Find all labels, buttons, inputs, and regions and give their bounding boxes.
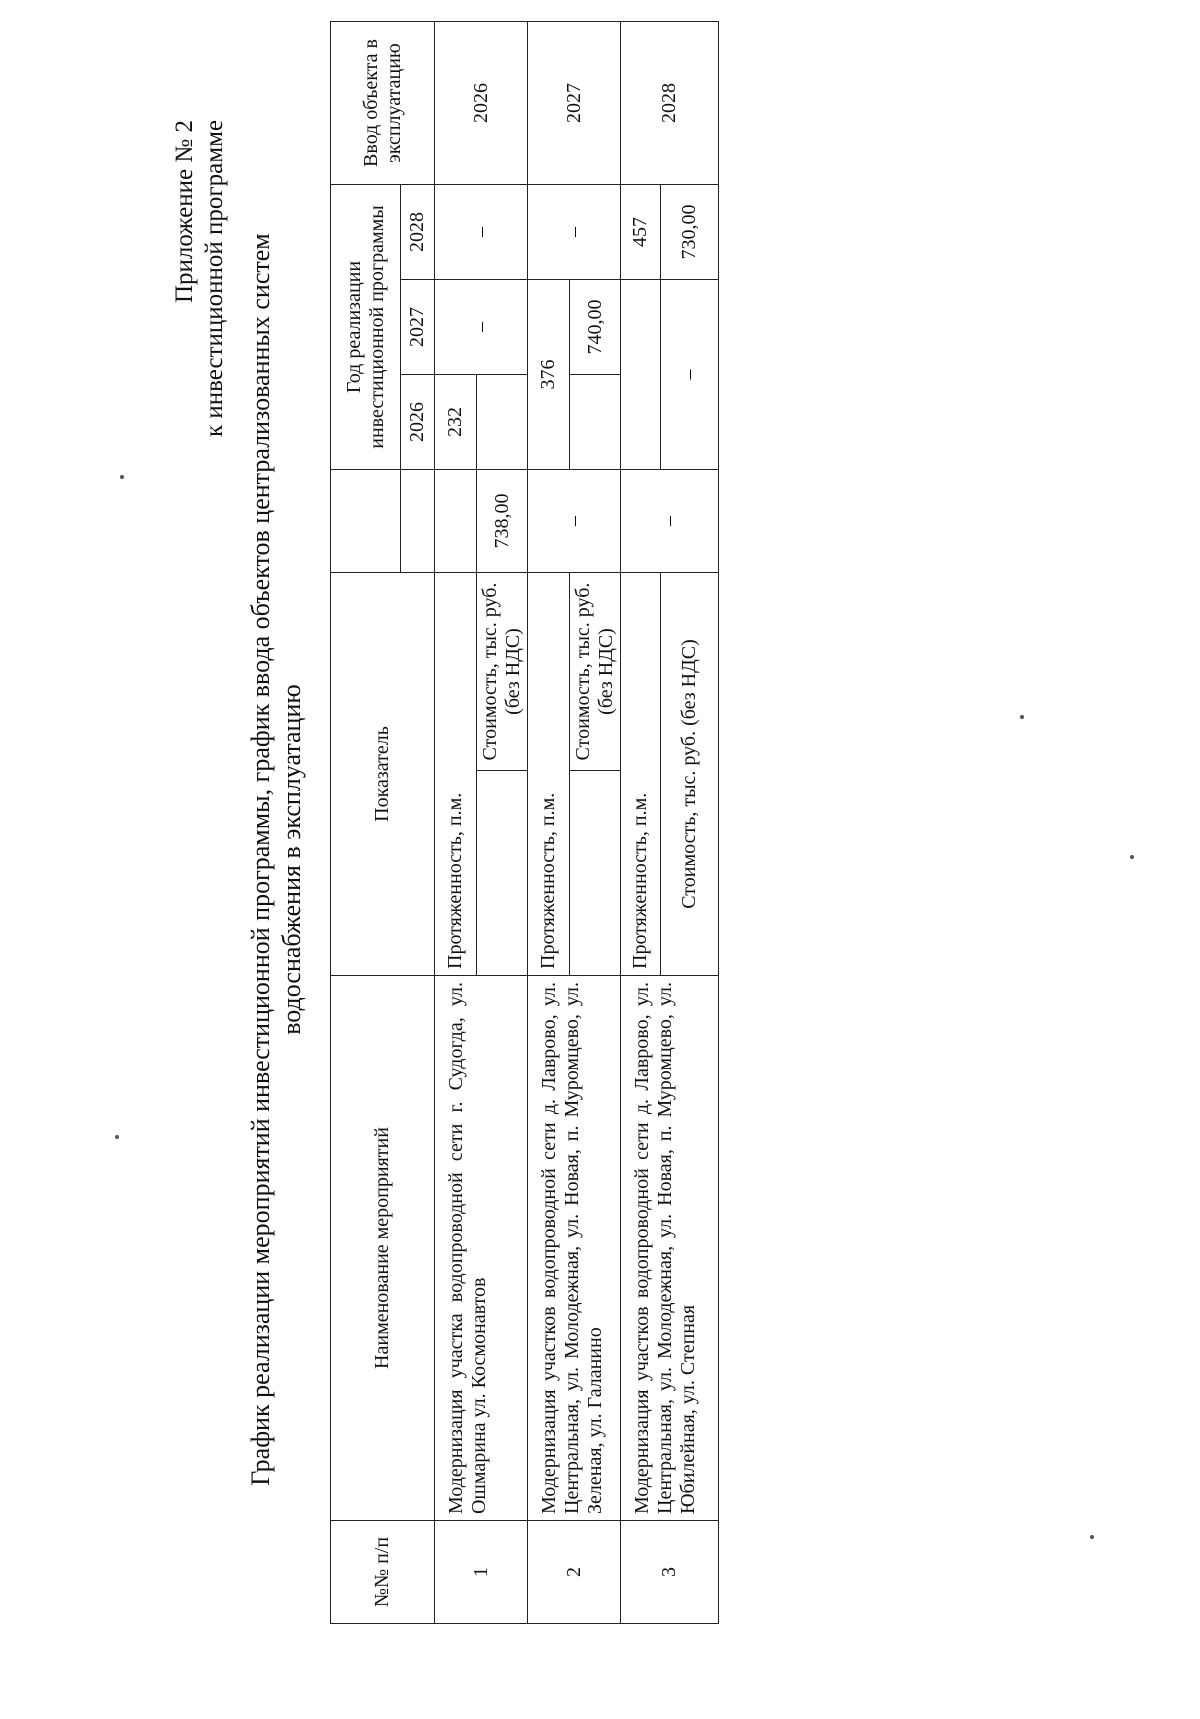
indicator-length-label: Протяженность, п.м.	[528, 573, 570, 976]
header-indicator: Показатель	[331, 573, 435, 976]
row-number: 1	[435, 1521, 528, 1624]
cost-2027: –	[435, 280, 528, 375]
header-spacer	[331, 470, 401, 573]
indicator-cost-label: Стоимость, тыс. руб. (без НДС)	[570, 573, 621, 771]
commissioning-year: 2026	[435, 21, 528, 184]
cost-2026: 738,00	[477, 470, 528, 573]
length-2026: –	[528, 470, 621, 573]
cost-2026-extra	[477, 375, 528, 470]
table-row	[435, 21, 477, 1623]
title-line-2: водоснабжения в эксплуатацию	[277, 684, 306, 1035]
row-spacer	[435, 470, 477, 573]
header-row-1	[331, 21, 366, 1623]
length-2028: –	[528, 184, 621, 279]
header-year-2027: 2027	[401, 280, 435, 375]
length-2026: 232	[435, 375, 477, 470]
scan-speck	[1020, 715, 1024, 719]
measure-name: Модернизация участков водопроводной сети д. Лаврово, ул. Центральная, ул. Молодежная, ул. Новая, п. Муромцево, ул. Юбилейная, ул. Степная	[621, 976, 719, 1521]
row-spacer	[570, 771, 621, 976]
length-2027: –	[661, 280, 719, 470]
header-name: Наименование мероприятий	[331, 976, 435, 1521]
commissioning-year: 2028	[621, 21, 719, 184]
header-commissioning: Ввод объекта в эксплуатацию	[331, 21, 435, 184]
table-row	[528, 21, 570, 1623]
document-title	[245, 0, 307, 1719]
cost-2028: –	[435, 184, 528, 279]
scan-speck	[1090, 1535, 1094, 1539]
table-row	[621, 21, 661, 1623]
schedule-table	[330, 21, 719, 1624]
cost-2027: 740,00	[570, 280, 621, 375]
indicator-cost-label: Стоимость, тыс. руб. (без НДС)	[661, 573, 719, 976]
indicator-length-label: Протяженность, п.м.	[435, 573, 477, 976]
indicator-cost-label: Стоимость, тыс. руб. (без НДС)	[477, 573, 528, 771]
indicator-length-label: Протяженность, п.м.	[621, 573, 661, 976]
commissioning-year: 2027	[528, 21, 621, 184]
appendix-reference: к инвестиционной программе	[201, 120, 228, 438]
length-2028: 457	[621, 184, 661, 279]
row-number: 2	[528, 1521, 621, 1624]
header-year-group: Год реализации инвестиционной программы	[331, 184, 401, 469]
header-spacer-2	[401, 470, 435, 573]
header-num: №№ п/п	[331, 1521, 435, 1624]
header-year-2028: 2028	[401, 184, 435, 279]
row-number: 3	[621, 1521, 719, 1624]
length-2027: 376	[528, 280, 570, 470]
scan-speck	[120, 475, 124, 479]
measure-name: Модернизация участка водопроводной сети г. Судогда, ул. Ошмарина ул. Космонавтов	[435, 976, 528, 1521]
appendix-heading	[170, 120, 230, 437]
length-2026: –	[621, 470, 719, 573]
row-spacer	[570, 375, 621, 470]
row-spacer	[477, 771, 528, 976]
measure-name: Модернизация участков водопроводной сети д. Лаврово, ул. Центральная, ул. Молодежная, ул. Новая, п. Муромцево, ул. Зеленая, ул. Галанино	[528, 976, 621, 1521]
title-line-1: График реализации мероприятий инвестиционной программы, график ввода объектов централизованных систем	[246, 233, 275, 1486]
scan-speck	[115, 1135, 119, 1139]
scan-speck	[1130, 855, 1134, 859]
appendix-number: Приложение № 2	[171, 120, 198, 304]
header-year-2026: 2026	[401, 375, 435, 470]
cost-2028: 730,00	[661, 184, 719, 279]
length-2027-empty	[621, 280, 661, 470]
